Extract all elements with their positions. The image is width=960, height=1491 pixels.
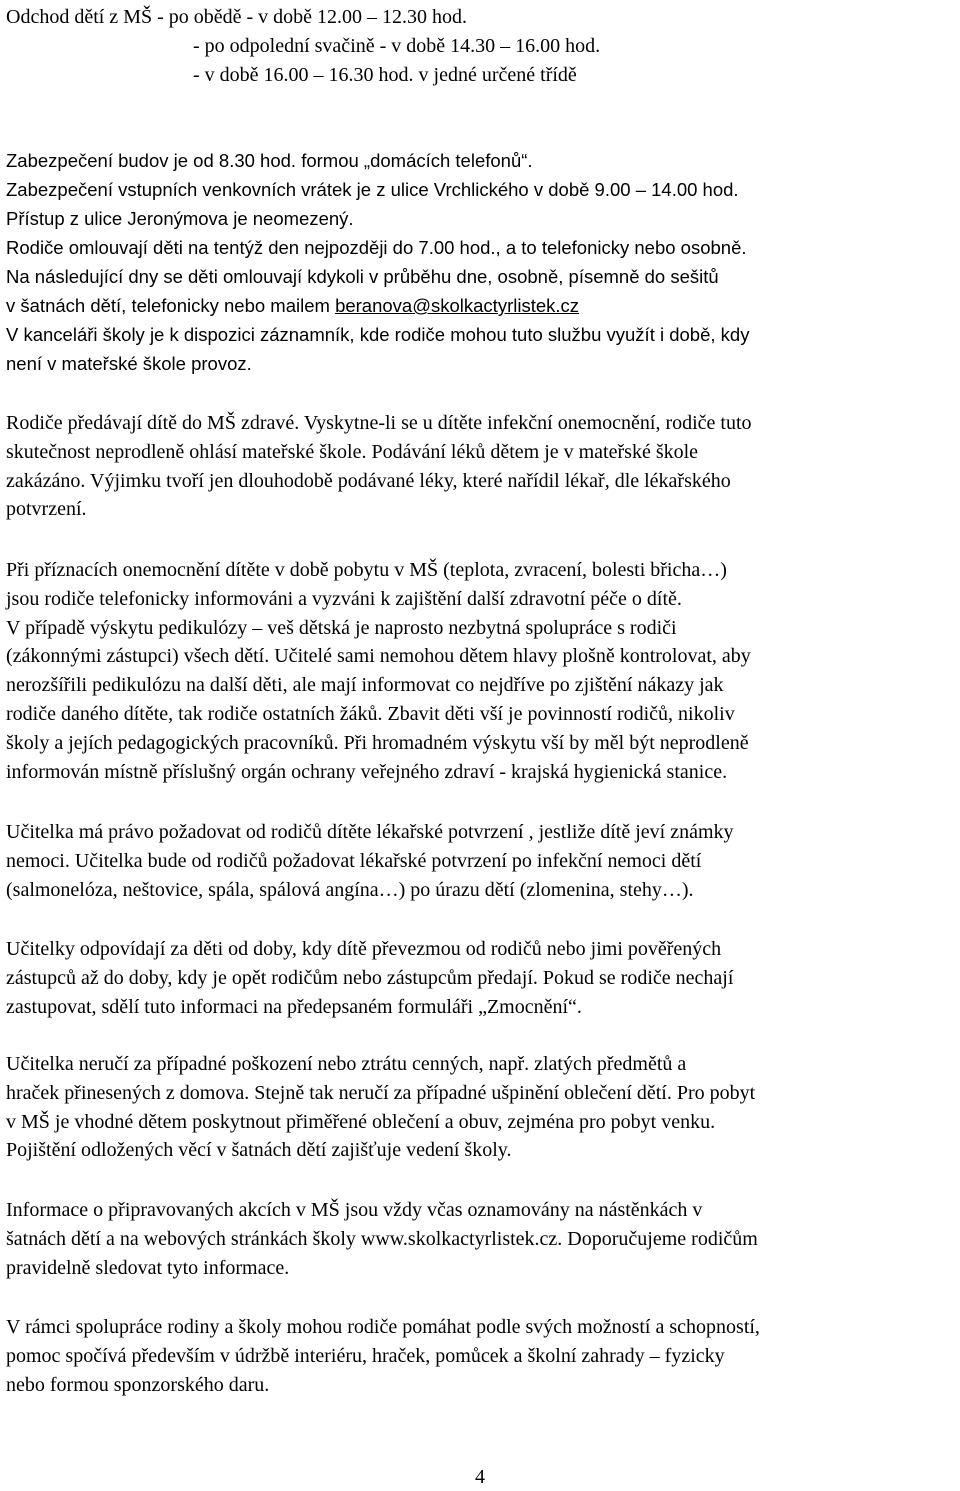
paragraph-line: Při příznacích onemocnění dítěte v době pobytu v MŠ (teplota, zvracení, bolesti břicha…) [6,559,727,581]
paragraph-line: nerozšířili pedikulózu na další děti, ale mají informovat co nejdříve po zjištění nákazy jak [6,674,724,697]
paragraph-line: skutečnost neprodleně ohlásí mateřské škole. Podávání léků dětem je v mateřské škole [6,440,699,463]
security-info [6,146,739,233]
departure-line: Odchod dětí z MŠ - po obědě - v době 12.00 – 12.30 hod. [6,6,468,28]
paragraph-line: pravidelně sledovat tyto informace. [6,1256,290,1279]
paragraph-line: nemoci. Učitelka bude od rodičů požadovat lékařské potvrzení po infekční nemoci dětí [6,849,702,872]
paragraph-line: Učitelka má právo požadovat od rodičů dítěte lékařské potvrzení , jestliže dítě jeví známky [6,821,734,843]
paragraph-line: nebo formou sponzorského daru. [6,1373,270,1396]
page-number: 4 [475,1466,485,1488]
paragraph-line: školy a jejích pedagogických pracovníků. Při hromadném výskytu vší by měl být neprodleně [6,731,749,754]
paragraph-line: Rodiče předávají dítě do MŠ zdravé. Vyskytne-li se u dítěte infekční onemocnění, rodiče tuto [6,412,752,434]
paragraph-line: v MŠ je vhodné dětem poskytnout přiměřené oblečení a obuv, zejména pro pobyt venku. [6,1110,716,1133]
excuse-info [6,233,749,378]
paragraph-line: Informace o připravovaných akcích v MŠ jsou vždy včas oznamovány na nástěnkách v [6,1199,703,1221]
paragraph-line: zastupovat, sdělí tuto informaci na předepsaném formuláři „Zmocnění“. [6,995,582,1018]
excuse-line: není v mateřské škole provoz. [6,353,252,374]
paragraph-line: V případě výskytu pedikulózy – veš dětská je naprosto nezbytná spolupráce s rodiči [6,616,677,639]
paragraph-line: (salmonelóza, neštovice, spála, spálová angína…) po úrazu dětí (zlomenina, stehy…). [6,878,694,901]
departure-line: - po odpolední svačině - v době 14.30 – 16.00 hod. [193,34,601,57]
paragraph-line: jsou rodiče telefonicky informováni a vyzváni k zajištění další zdravotní péče o dítě. [6,587,682,610]
paragraph-line: šatnách dětí a na webových stránkách školy www.skolkactyrlistek.cz. Doporučujeme rodičům [6,1227,758,1250]
paragraph-line: Učitelky odpovídají za děti od doby, kdy dítě převezmou od rodičů nebo jimi pověřených [6,938,722,960]
paragraph-information [6,1196,758,1282]
paragraph-line: potvrzení. [6,498,87,521]
excuse-line: Na následující dny se děti omlouvají kdykoli v průběhu dne, osobně, písemně do sešitů [6,266,719,287]
paragraph-line: zástupců až do doby, kdy je opět rodičům nebo zástupcům předají. Pokud se rodiče nechají [6,966,734,989]
paragraph-cooperation [6,1313,760,1399]
paragraph-symptoms [6,556,751,786]
paragraph-line: zakázáno. Výjimku tvoří jen dlouhodobě podávané léky, které nařídil lékař, dle lékařského [6,469,731,492]
email-link[interactable]: beranova@skolkactyrlistek.cz [335,295,580,316]
departure-times [6,3,600,89]
paragraph-valuables [6,1050,755,1165]
paragraph-line: pomoc spočívá především v údržbě interiéru, hraček, pomůcek a školní zahrady – fyzicky [6,1344,725,1367]
security-line: Zabezpečení budov je od 8.30 hod. formou „domácích telefonů“. [6,150,533,171]
paragraph-line: Učitelka neručí za případné poškození nebo ztrátu cenných, např. zlatých předmětů a [6,1053,687,1075]
paragraph-line: rodiče daného dítěte, tak rodiče ostatních žáků. Zbavit děti vší je povinností rodičů, nikoliv [6,702,735,725]
paragraph-responsibility [6,935,733,1021]
excuse-line: Rodiče omlouvají děti na tentýž den nejpozději do 7.00 hod., a to telefonicky nebo osobně. [6,237,747,258]
excuse-line: V kanceláři školy je k dispozici záznamník, kde rodiče mohou tuto službu využít i době, kdy [6,324,750,345]
paragraph-line: (zákonnými zástupci) všech dětí. Učitelé sami nemohou dětem hlavy plošně kontrolovat, aby [6,645,751,668]
paragraph-line: hraček přinesených z domova. Stejně tak neručí za případné ušpinění oblečení dětí. Pro pobyt [6,1081,756,1104]
paragraph-line: Pojištění odložených věcí v šatnách dětí zajišťuje vedení školy. [6,1139,512,1162]
excuse-line [6,291,749,320]
paragraph-line: informován místně příslušný orgán ochrany veřejného zdraví - krajská hygienická stanice. [6,760,728,783]
departure-line: - v době 16.00 – 16.30 hod. v jedné určené třídě [193,63,577,86]
paragraph-health [6,409,752,524]
paragraph-certificate [6,818,734,904]
excuse-line-prefix: v šatnách dětí, telefonicky nebo mailem [6,295,336,316]
paragraph-line: V rámci spolupráce rodiny a školy mohou rodiče pomáhat podle svých možností a schopností, [6,1316,760,1338]
security-line: Zabezpečení vstupních venkovních vrátek je z ulice Vrchlického v době 9.00 – 14.00 hod. [6,179,739,200]
security-line: Přístup z ulice Jeronýmova je neomezený. [6,208,354,229]
